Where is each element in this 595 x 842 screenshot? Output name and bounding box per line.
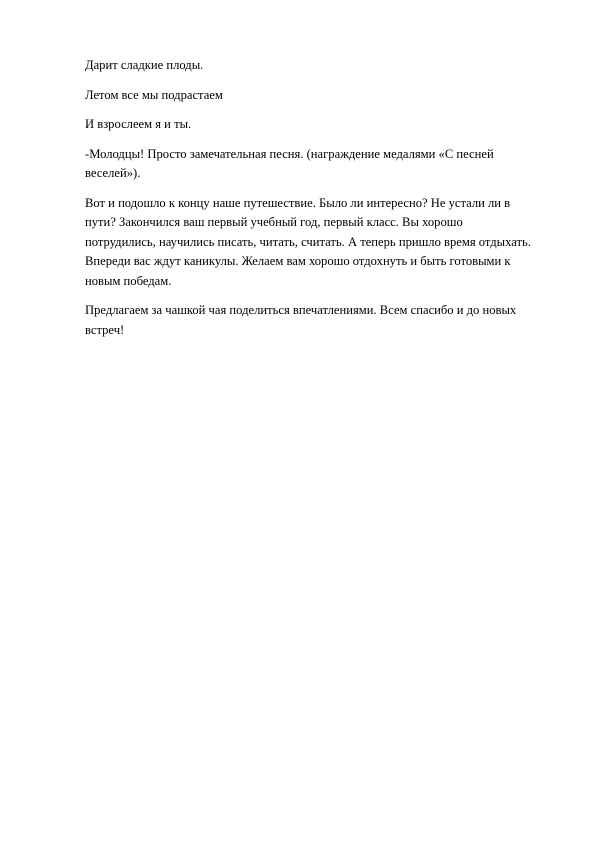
poem-line-2: Летом все мы подрастаем [85, 87, 223, 102]
document-body [85, 56, 535, 350]
farewell-paragraph: Предлагаем за чашкой чая поделиться впечатлениями. Всем спасибо и до новых встреч! [85, 303, 517, 337]
conclusion-paragraph: Вот и подошло к концу наше путешествие. Было ли интересно? Не устали ли в пути? Закончился ваш первый учебный год, первый класс. Вы хорошо потрудились, научились писать, читать, считать. А теперь пришло время отдыхать. Впереди вас ждут каникулы. Желаем вам хорошо отдохнуть и быть готовыми к новым победам. [85, 195, 531, 288]
poem-line-1: Дарит сладкие плоды. [85, 58, 204, 72]
poem-line-3: И взрослеем я и ты. [85, 117, 192, 131]
praise-paragraph: -Молодцы! Просто замечательная песня. (награждение медалями «С песней веселей»). [85, 146, 494, 180]
